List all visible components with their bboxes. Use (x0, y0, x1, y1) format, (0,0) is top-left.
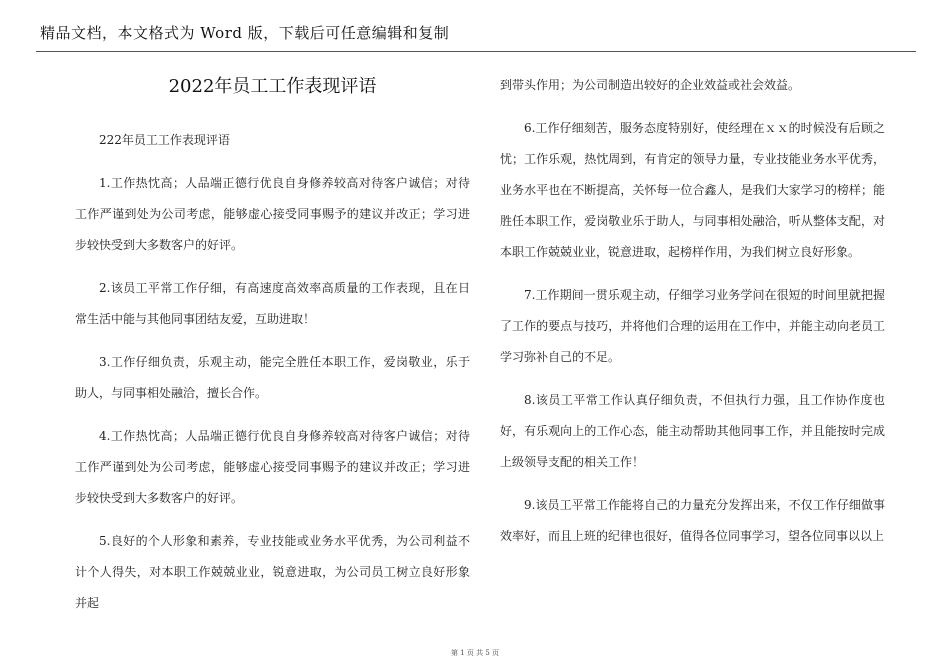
subtitle-paragraph: 222年员工工作表现评语 (99, 133, 230, 147)
paragraph-9: 9.该员工平常工作能将自己的力量充分发挥出来，不仅工作仔细做事效率好，而且上班的纪律也很好，值得各位同事学习，望各位同事以以上 (500, 498, 885, 543)
paragraph-5: 5.良好的个人形象和素养，专业技能或业务水平优秀，为公司利益不计个人得失，对本职工作兢兢业业，锐意进取，为公司员工树立良好形象并起 (75, 534, 470, 610)
paragraph-6: 6.工作仔细刻苦，服务态度特别好，使经理在ｘｘ的时候没有后顾之忧；工作乐观，热忱周到，有肯定的领导力量，专业技能业务水平优秀，业务水平也在不断提高，关怀每一位合鑫人，是我们大家学习的榜样；能胜任本职工作，爱岗敬业乐于助人，与同事相处融洽，听从整体支配，对本职工作兢兢业业，锐意进取，起榜样作用，为我们树立良好形象。 (500, 121, 885, 259)
page-number: 第 1 页 共 5 页 (450, 649, 500, 657)
paragraph-8: 8.该员工平常工作认真仔细负责，不但执行力强，且工作协作度也好，有乐观向上的工作心态，能主动帮助其他同事工作，并且能按时完成上级领导支配的相关工作！ (500, 393, 885, 469)
document-title: 2022年员工工作表现评语 (168, 76, 377, 97)
paragraph-1: 1.工作热忱高；人品端正德行优良自身修养较高对待客户诚信；对待工作严谨到处为公司考虑，能够虚心接受同事赐予的建议并改正；学习进步较快受到大多数客户的好评。 (75, 176, 470, 252)
paragraph-5-continuation: 到带头作用；为公司制造出较好的企业效益或社会效益。 (500, 78, 801, 92)
document-header: 精品文档，本文格式为 Word 版，下载后可任意编辑和复制 (40, 24, 450, 42)
paragraph-4: 4.工作热忱高；人品端正德行优良自身修养较高对待客户诚信；对待工作严谨到处为公司考虑，能够虚心接受同事赐予的建议并改正；学习进步较快受到大多数客户的好评。 (75, 429, 470, 505)
paragraph-2: 2.该员工平常工作仔细，有高速度高效率高质量的工作表现，且在日常生活中能与其他同事团结友爱，互助进取！ (75, 281, 470, 326)
paragraph-3: 3.工作仔细负责，乐观主动，能完全胜任本职工作，爱岗敬业，乐于助人，与同事相处融洽，擅长合作。 (75, 355, 470, 400)
left-column (75, 125, 470, 631)
paragraph-7: 7.工作期间一贯乐观主动，仔细学习业务学问在很短的时间里就把握了工作的要点与技巧，并将他们合理的运用在工作中，并能主动向老员工学习弥补自己的不足。 (500, 288, 885, 364)
right-column (500, 70, 885, 564)
header-divider (36, 51, 916, 52)
